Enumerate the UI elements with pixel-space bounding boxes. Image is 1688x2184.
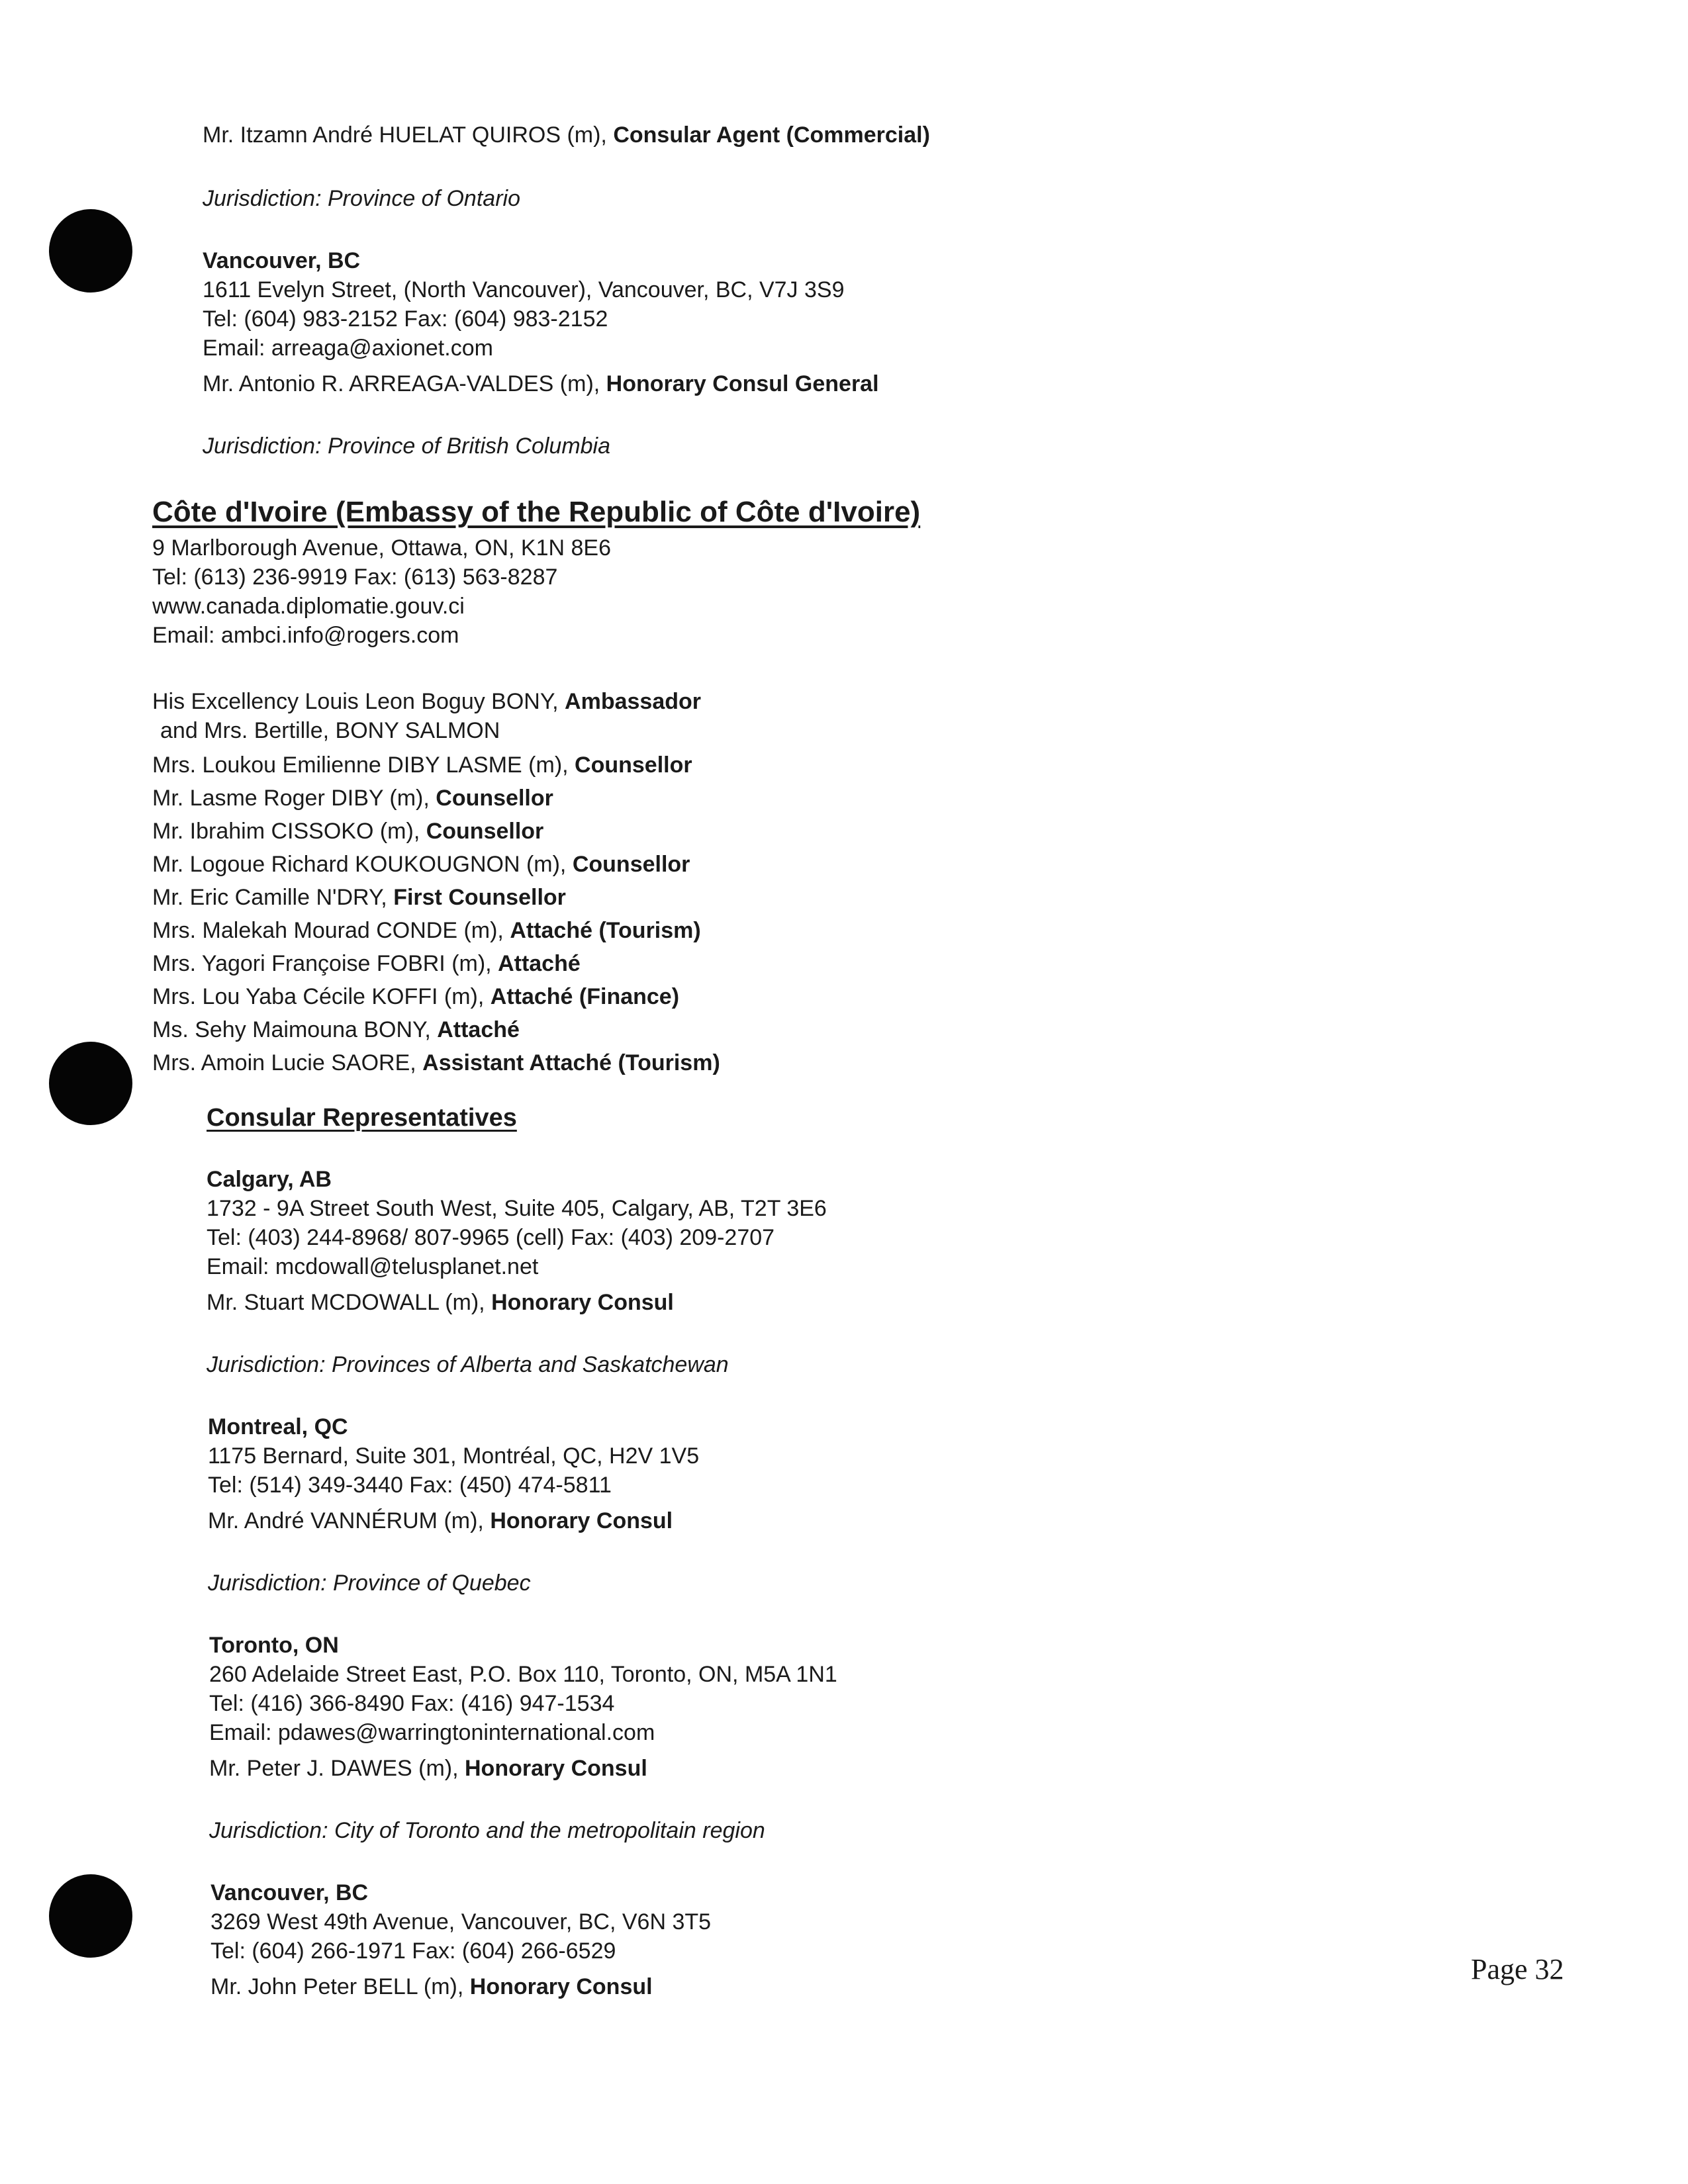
city-vancouver: Vancouver, BC [211, 1880, 369, 1905]
city-montreal: Montreal, QC [208, 1414, 348, 1439]
punch-hole-bottom [49, 1874, 132, 1958]
email-calgary: Email: mcdowall@telusplanet.net [207, 1254, 539, 1279]
person-calgary: Mr. Stuart MCDOWALL (m), Honorary Consul [207, 1290, 674, 1315]
person-montreal: Mr. André VANNÉRUM (m), Honorary Consul [208, 1508, 673, 1533]
agent-title: Consular Agent (Commercial) [613, 122, 930, 148]
staff-row: Mrs. Loukou Emilienne DIBY LASME (m), Counsellor [152, 752, 692, 778]
staff-row: Mrs. Yagori Françoise FOBRI (m), Attaché [152, 951, 581, 976]
person-toronto: Mr. Peter J. DAWES (m), Honorary Consul [209, 1756, 647, 1781]
jurisdiction-ontario: Jurisdiction: Province of Ontario [203, 186, 520, 211]
embassy-website: www.canada.diplomatie.gouv.ci [152, 594, 465, 619]
agent-name: Mr. Itzamn André HUELAT QUIROS (m), [203, 122, 614, 148]
jurisdiction-calgary: Jurisdiction: Provinces of Alberta and Saskatchewan [207, 1352, 729, 1377]
staff-row: Mr. Ibrahim CISSOKO (m), Counsellor [152, 819, 544, 844]
embassy-email: Email: ambci.info@rogers.com [152, 623, 459, 648]
city-vancouver-top: Vancouver, BC [203, 248, 361, 273]
jurisdiction-bc: Jurisdiction: Province of British Columbia [203, 433, 611, 459]
address-calgary: 1732 - 9A Street South West, Suite 405, Calgary, AB, T2T 3E6 [207, 1196, 827, 1221]
staff-row: Ms. Sehy Maimouna BONY, Attaché [152, 1017, 520, 1042]
agent-line [203, 122, 930, 148]
address-montreal: 1175 Bernard, Suite 301, Montréal, QC, H2V 1V5 [208, 1443, 700, 1469]
phone-montreal: Tel: (514) 349-3440 Fax: (450) 474-5811 [208, 1473, 612, 1498]
ambassador-line: His Excellency Louis Leon Boguy BONY, Ambassador [152, 689, 702, 714]
jurisdiction-montreal: Jurisdiction: Province of Quebec [208, 1570, 531, 1596]
punch-hole-middle [49, 1042, 132, 1125]
consular-heading: Consular Representatives [207, 1104, 517, 1132]
address-toronto: 260 Adelaide Street East, P.O. Box 110, Toronto, ON, M5A 1N1 [209, 1662, 837, 1687]
staff-row: Mr. Lasme Roger DIBY (m), Counsellor [152, 786, 553, 811]
embassy-title: Côte d'Ivoire (Embassy of the Republic of Côte d'Ivoire) [152, 496, 921, 528]
city-calgary: Calgary, AB [207, 1167, 332, 1192]
address-vancouver: 3269 West 49th Avenue, Vancouver, BC, V6N 3T5 [211, 1909, 712, 1934]
phone-vancouver: Tel: (604) 266-1971 Fax: (604) 266-6529 [211, 1938, 616, 1964]
embassy-phone: Tel: (613) 236-9919 Fax: (613) 563-8287 [152, 565, 558, 590]
punch-hole-top [49, 209, 132, 293]
staff-row: Mrs. Amoin Lucie SAORE, Assistant Attaché (Tourism) [152, 1050, 720, 1075]
phone-vancouver-top: Tel: (604) 983-2152 Fax: (604) 983-2152 [203, 306, 608, 332]
staff-row: Mr. Eric Camille N'DRY, First Counsellor [152, 885, 566, 910]
ambassador-spouse: and Mrs. Bertille, BONY SALMON [160, 718, 500, 743]
phone-toronto: Tel: (416) 366-8490 Fax: (416) 947-1534 [209, 1691, 615, 1716]
staff-row: Mr. Logoue Richard KOUKOUGNON (m), Counsellor [152, 852, 690, 877]
jurisdiction-toronto: Jurisdiction: City of Toronto and the metropolitain region [209, 1818, 765, 1843]
person-vancouver-top: Mr. Antonio R. ARREAGA-VALDES (m), Honorary Consul General [203, 371, 879, 396]
address-vancouver-top: 1611 Evelyn Street, (North Vancouver), Vancouver, BC, V7J 3S9 [203, 277, 845, 302]
staff-row: Mrs. Malekah Mourad CONDE (m), Attaché (Tourism) [152, 918, 701, 943]
person-vancouver: Mr. John Peter BELL (m), Honorary Consul [211, 1974, 653, 1999]
email-vancouver-top: Email: arreaga@axionet.com [203, 336, 493, 361]
embassy-address: 9 Marlborough Avenue, Ottawa, ON, K1N 8E6 [152, 535, 611, 561]
city-toronto: Toronto, ON [209, 1633, 339, 1658]
email-toronto: Email: pdawes@warringtoninternational.com [209, 1720, 655, 1745]
staff-row: Mrs. Lou Yaba Cécile KOFFI (m), Attaché (Finance) [152, 984, 680, 1009]
page-number: Page 32 [1471, 1953, 1564, 1985]
phone-calgary: Tel: (403) 244-8968/ 807-9965 (cell) Fax: (403) 209-2707 [207, 1225, 775, 1250]
